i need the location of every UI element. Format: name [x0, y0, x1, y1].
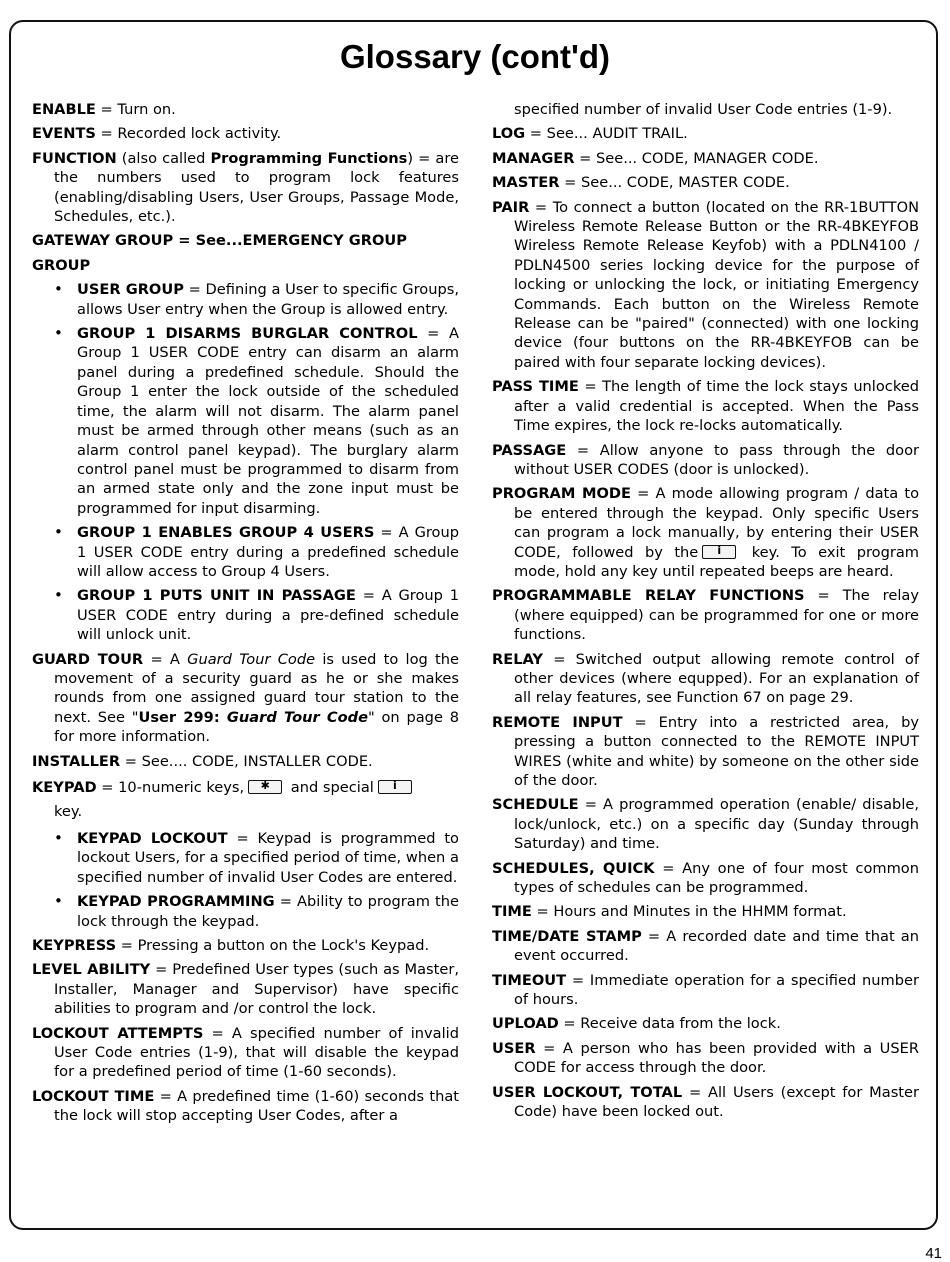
bullet-icon: •	[54, 892, 63, 911]
glossary-entry-group: GROUP	[32, 256, 91, 274]
glossary-subentry-keypad-programming: • KEYPAD PROGRAMMING = Ability to program the lock through the keypad.	[54, 892, 459, 930]
glossary-entry-installer: INSTALLER = See.... CODE, INSTALLER CODE.	[32, 752, 373, 770]
page-number: 41	[925, 1245, 942, 1262]
bullet-icon: •	[54, 586, 63, 605]
glossary-entry-master: MASTER = See... CODE, MASTER CODE.	[492, 174, 790, 192]
glossary-entry-programmable-relay: PROGRAMMABLE RELAY FUNCTIONS = The relay (where equipped) can be programmed for one or more functions.	[492, 587, 919, 644]
bullet-icon: •	[54, 324, 63, 343]
glossary-entry-user: USER = A person who has been provided with a USER CODE for access through the door.	[492, 1039, 919, 1077]
glossary-entry-guard-tour: GUARD TOUR = A Guard Tour Code is used to log the movement of a security guard as he or she makes rounds from one assigned guard tour station to the next. See "User 299: Guard Tour Code" on page 8 for more information.	[32, 650, 459, 746]
star-key-icon: ✱	[248, 780, 282, 794]
glossary-entry-passage: PASSAGE = Allow anyone to pass through the door without USER CODES (door is unlocked).	[492, 441, 919, 478]
glossary-entry-log: LOG = See... AUDIT TRAIL.	[492, 125, 688, 143]
glossary-entry-remote-input: REMOTE INPUT = Entry into a restricted area, by pressing a button connected to the REMOTE INPUT WIRES (white and white) by someone on the other side of the door.	[492, 713, 919, 789]
glossary-left-column	[32, 100, 459, 1131]
glossary-entry-time-date-stamp: TIME/DATE STAMP = A recorded date and time that an event occurred.	[492, 927, 919, 965]
glossary-entry-lockout-attempts: LOCKOUT ATTEMPTS = A specified number of invalid User Code entries (1-9), that will disable the keypad for a predefined period of time (1-60 seconds).	[32, 1024, 459, 1081]
bullet-icon: •	[54, 523, 63, 542]
glossary-subentry-user-group: • USER GROUP = Defining a User to specific Groups, allows User entry when the Group is allowed entry.	[54, 280, 459, 318]
glossary-entry-pass-time: PASS TIME = The length of time the lock stays unlocked after a valid credential is accepted. When the Pass Time expires, the lock re-locks automatically.	[492, 378, 919, 435]
glossary-entry-manager: MANAGER = See... CODE, MANAGER CODE.	[492, 149, 819, 167]
glossary-entry-events: EVENTS = Recorded lock activity.	[32, 125, 282, 143]
glossary-subentry-group1-enables: • GROUP 1 ENABLES GROUP 4 USERS = A Group 1 USER CODE entry during a predefined schedule will allow access to Group 4 Users.	[54, 523, 459, 580]
glossary-entry-lockout-time-continued: specified number of invalid User Code entries (1-9).	[514, 101, 893, 118]
glossary-right-column	[492, 100, 919, 1127]
glossary-entry-timeout: TIMEOUT = Immediate operation for a specified number of hours.	[492, 971, 919, 1009]
glossary-entry-time: TIME = Hours and Minutes in the HHMM format.	[492, 903, 847, 921]
bullet-icon: •	[54, 280, 63, 299]
glossary-entry-lockout-time: LOCKOUT TIME = A predefined time (1-60) seconds that the lock will stop accepting User Codes, after a	[32, 1087, 459, 1125]
glossary-entry-keypress: KEYPRESS = Pressing a button on the Lock's Keypad.	[32, 937, 430, 955]
glossary-entry-user-lockout-total: USER LOCKOUT, TOTAL = All Users (except for Master Code) have been locked out.	[492, 1083, 919, 1121]
glossary-entry-program-mode: PROGRAM MODE = A mode allowing program / data to be entered through the keypad. Only specific Users can program a lock manually, by entering their USER CODE, followed by the i key. To exit program mode, hold any key until repeated beeps are heard.	[492, 485, 919, 580]
glossary-entry-level-ability: LEVEL ABILITY = Predefined User types (such as Master, Installer, Manager and Supervisor) have specific abilities to program and /or control the lock.	[32, 961, 460, 1018]
glossary-subentry-keypad-lockout: • KEYPAD LOCKOUT = Keypad is programmed to lockout Users, for a specified period of time, when a specified number of invalid User Codes are entered.	[54, 829, 459, 886]
glossary-entry-keypad: KEYPAD = 10-numeric keys, ✱ and special i key.	[32, 776, 459, 824]
glossary-subentry-group1-passage: • GROUP 1 PUTS UNIT IN PASSAGE = A Group 1 USER CODE entry during a pre-defined schedule will unlock unit.	[54, 586, 460, 644]
glossary-entry-pair: PAIR = To connect a button (located on the RR-1BUTTON Wireless Remote Release Button or the RR-4BKEYFOB Wireless Remote Release Keyfob) with a PDLN4100 / PDLN4500 series locking device for the purpose of locking or unlocking the lock, or initiating Emergency Commands. Each button on the Wireless Remote Release can be "paired" (connected) with one locking device (four buttons on the RR-4BKEYFOB can be paired with four separate locking devices).	[492, 198, 919, 371]
glossary-entry-relay: RELAY = Switched output allowing remote control of other devices (where equpped). For an explanation of all relay features, see Function 67 on page 29.	[492, 650, 919, 707]
info-key-icon: i	[702, 545, 736, 559]
glossary-entry-schedule: SCHEDULE = A programmed operation (enable/ disable, lock/unlock, etc.) on a specific day (Sunday through Saturday) and time.	[492, 796, 919, 853]
info-key-icon: i	[378, 780, 412, 794]
glossary-entry-function: FUNCTION (also called Programming Functions) = are the numbers used to program lock features (enabling/disabling Users, User Groups, Passage Mode, Schedules, etc.).	[32, 149, 459, 226]
glossary-subentry-group1-disarms: • GROUP 1 DISARMS BURGLAR CONTROL = A Group 1 USER CODE entry can disarm an alarm panel during a predefined schedule. Should the Group 1 enter the lock outside of the scheduled time, the alarm will not disarm. The alarm panel must be armed through other means (such as an alarm control panel keypad). The burglary alarm control panel must be programmed to disarm from an armed state only and the zone input must be programmed for input disarming.	[54, 324, 459, 517]
bullet-icon: •	[54, 829, 63, 847]
glossary-entry-gateway-group: GATEWAY GROUP = See...EMERGENCY GROUP	[32, 232, 407, 250]
glossary-entry-upload: UPLOAD = Receive data from the lock.	[492, 1015, 781, 1033]
glossary-entry-enable: ENABLE = Turn on.	[32, 101, 176, 118]
glossary-entry-schedules-quick: SCHEDULES, QUICK = Any one of four most common types of schedules can be programmed.	[492, 859, 919, 897]
page-title: Glossary (cont'd)	[339, 38, 611, 75]
